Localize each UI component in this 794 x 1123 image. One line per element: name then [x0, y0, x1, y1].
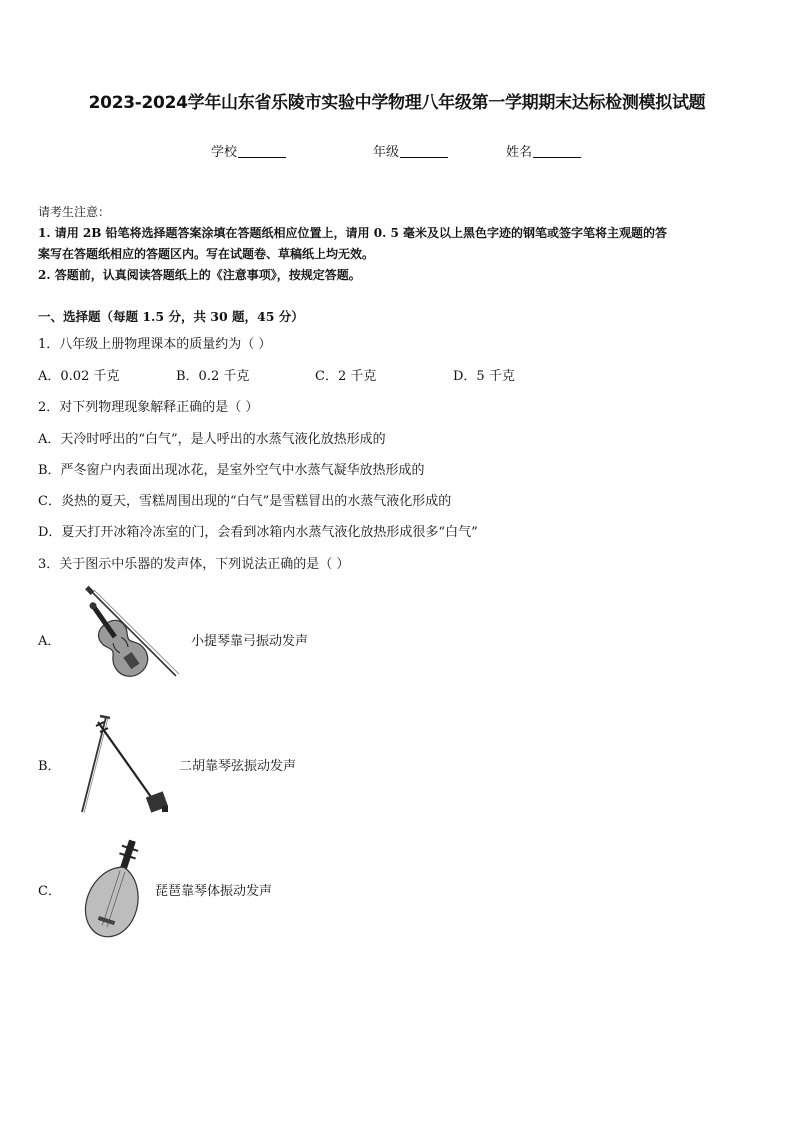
- school-field: [211, 141, 286, 160]
- school-blank: [238, 144, 286, 158]
- notice-line-2: 2. 答题前，认真阅读答题纸上的《注意事项》，按规定答题。: [38, 268, 361, 282]
- question-2-option-c: C．炎热的夏天，雪糕周围出现的“白气”是雪糕冒出的水蒸气液化形成的: [38, 494, 452, 509]
- question-1-option-c: C．2 千克: [315, 369, 377, 384]
- question-3-option-b-letter: B．: [38, 759, 61, 774]
- question-3-option-a-letter: A．: [38, 634, 61, 649]
- name-blank: [533, 144, 581, 158]
- section-heading: 一、选择题（每题 1.5 分，共 30 题，45 分）: [38, 309, 304, 324]
- question-3-option-a-text: 小提琴靠弓振动发声: [191, 634, 309, 649]
- question-1-stem: 1．八年级上册物理课本的质量约为（ ）: [38, 337, 272, 352]
- question-3-option-b-text: 二胡靠琴弦振动发声: [179, 759, 297, 774]
- name-label: 姓名: [506, 145, 533, 160]
- question-2-option-a: A．天冷时呼出的“白气”，是人呼出的水蒸气液化放热形成的: [38, 432, 386, 447]
- grade-label: 年级: [373, 145, 400, 160]
- question-2-option-b: B．严冬窗户内表面出现冰花，是室外空气中水蒸气凝华放热形成的: [38, 463, 425, 478]
- question-1-option-a: A．0.02 千克: [38, 369, 120, 384]
- question-3-option-c-letter: C．: [38, 884, 61, 899]
- question-1-option-b: B．0.2 千克: [176, 369, 250, 384]
- question-1-option-d: D．5 千克: [453, 369, 515, 384]
- notice-line-1: 1. 请用 2B 铅笔将选择题答案涂填在答题纸相应位置上，请用 0. 5 毫米及以上黑色字迹的钢笔或签字笔将主观题的答: [38, 226, 667, 240]
- grade-blank: [400, 144, 448, 158]
- grade-field: [373, 141, 448, 160]
- violin-icon: [64, 588, 184, 693]
- notice-line-1b: 案写在答题纸相应的答题区内。写在试题卷、草稿纸上均无效。: [38, 247, 375, 261]
- notice-heading: 请考生注意：: [38, 205, 111, 219]
- question-3-option-c-text: 琵琶靠琴体振动发声: [155, 884, 273, 899]
- pipa-icon: [70, 836, 160, 944]
- question-2-stem: 2．对下列物理现象解释正确的是（ ）: [38, 400, 259, 415]
- question-2-option-d: D．夏天打开冰箱冷冻室的门，会看到冰箱内水蒸气液化放热形成很多“白气”: [38, 525, 478, 540]
- name-field: [506, 141, 581, 160]
- school-label: 学校: [211, 145, 238, 160]
- question-3-stem: 3．关于图示中乐器的发声体，下列说法正确的是（ ）: [38, 557, 350, 572]
- page-title: 2023-2024学年山东省乐陵市实验中学物理八年级第一学期期末达标检测模拟试题: [88, 93, 706, 113]
- erhu-icon: [70, 712, 180, 822]
